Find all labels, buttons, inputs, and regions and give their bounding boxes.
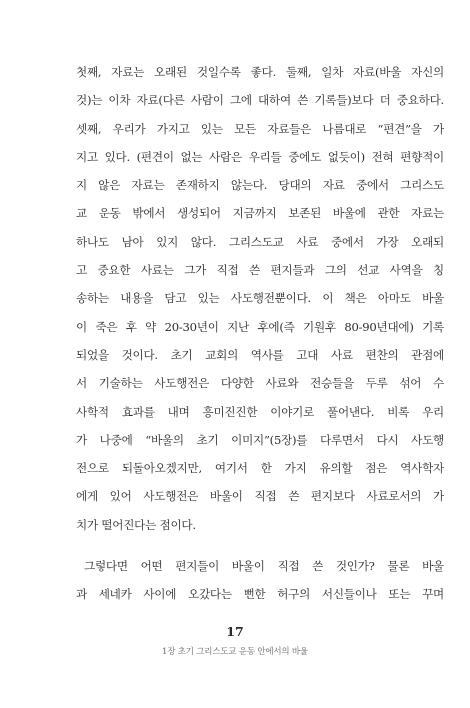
text-line: 송하는 내용을 담고 있는 사도행전뿐이다. 이 책은 아마도 바울 [76, 291, 444, 306]
text-line: 되었을 것이다. 초기 교회의 역사를 고대 사료 편찬의 관점에 [76, 347, 444, 362]
text-line: 이 죽은 후 약 20-30년이 지난 후에(즉 기원후 80-90년대에) 기록 [76, 319, 444, 334]
text-line: 에게 있어 사도행전은 바울이 직접 쓴 편지보다 사료로서의 가 [76, 489, 444, 504]
running-footer-title: 1장 초기 그리스도교 운동 안에서의 바울 [162, 647, 308, 657]
text-line: 첫째, 자료는 오래된 것일수록 좋다. 둘째, 일차 자료(바울 자신의 [76, 65, 444, 79]
text-line: 치가 떨어진다는 점이다. [76, 517, 196, 532]
text-line: 사학적 효과를 내며 흥미진진한 이야기로 풀어낸다. 비록 우리 [76, 404, 444, 419]
text-line: 하나도 남아 있지 않다. 그리스도교 사료 중에서 가장 오래되 [76, 234, 444, 249]
body-text [76, 58, 444, 609]
page-number: 17 [226, 624, 244, 639]
paragraph-1 [76, 58, 444, 539]
text-line: 고 중요한 사료는 그가 직접 쓴 편지들과 그의 선교 사역을 칭 [76, 263, 444, 278]
text-line: 과 세네카 사이에 오갔다는 뻔한 허구의 서신들이나 또는 꾸며 [76, 587, 444, 602]
text-line: 가 나중에 “바울의 초기 이미지”(5장)를 다루면서 다시 사도행 [76, 432, 444, 447]
paragraph-2 [76, 552, 444, 609]
text-line: 그렇다면 어떤 편지들이 바울이 직접 쓴 것인가? 물론 바울 [84, 559, 444, 574]
text-line: 서 기술하는 사도행전은 다양한 사료와 전승들을 두루 섞어 수 [76, 376, 444, 391]
text-line: 교 운동 밖에서 생성되어 지금까지 보존된 바울에 관한 자료는 [76, 206, 444, 221]
paragraph-gap [76, 539, 444, 552]
text-line: 지고 있다. (편견이 없는 사람은 우리들 중에도 없듯이) 전혀 편향적이 [76, 149, 444, 164]
text-line: 것)는 이차 자료(다른 사람이 그에 대하여 쓴 기록들)보다 더 중요하다. [76, 93, 444, 108]
text-line: 지 않은 자료는 존재하지 않는다. 당대의 자료 중에서 그리스도 [76, 178, 444, 193]
text-line: 전으로 되돌아오겠지만, 여기서 한 가지 유의할 점은 역사학자 [76, 461, 444, 476]
text-line: 셋째, 우리가 가지고 있는 모든 자료들은 나름대로 “편견”을 가 [76, 121, 444, 136]
